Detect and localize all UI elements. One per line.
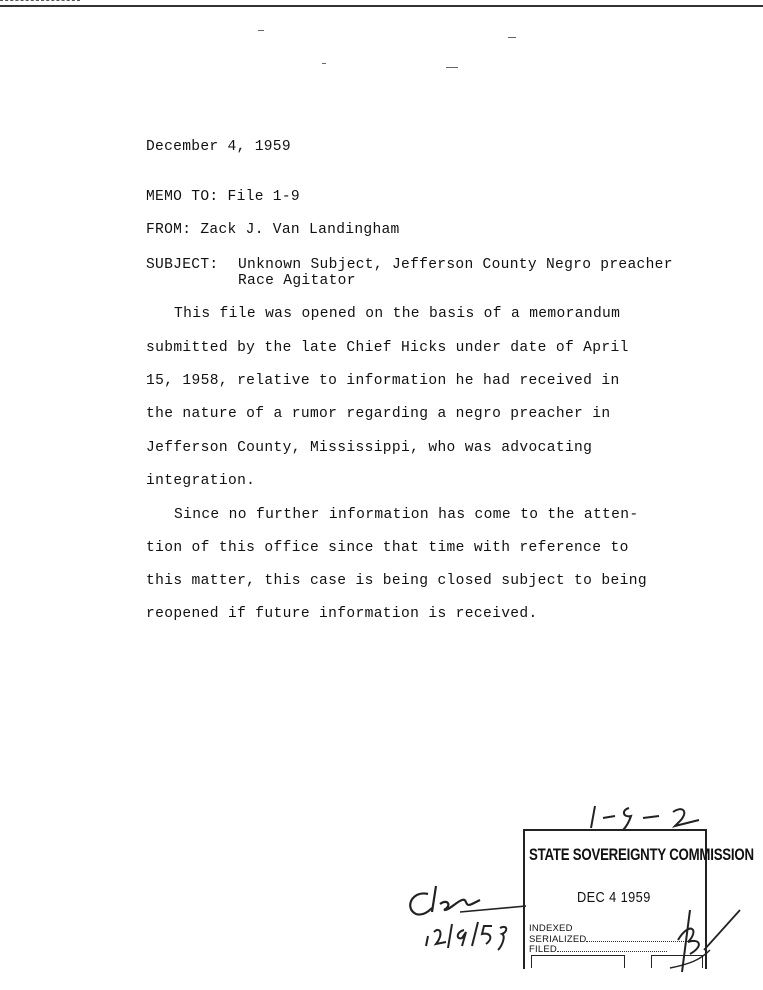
body-line: Since no further information has come to the atten- [174, 507, 639, 523]
memo-subject [146, 257, 673, 289]
body-line: submitted by the late Chief Hicks under date of April [146, 340, 629, 356]
handwritten-close-note [400, 880, 530, 960]
handwritten-file-number [585, 800, 715, 832]
scan-speck [508, 37, 516, 38]
body-line: This file was opened on the basis of a memorandum [174, 306, 621, 322]
top-edge-dash [0, 0, 80, 1]
memo-to: MEMO TO: File 1-9 [146, 189, 300, 205]
body-line: 15, 1958, relative to information he had received in [146, 373, 620, 389]
body-line: Jefferson County, Mississippi, who was advocating [146, 440, 593, 456]
scan-speck [258, 30, 264, 31]
memo-from: FROM: Zack J. Van Landingham [146, 222, 400, 238]
body-line: this matter, this case is being closed subject to being [146, 573, 647, 589]
stamp-title: STATE SOVEREIGNTY COMMISSION [529, 845, 754, 864]
body-line: tion of this office since that time with reference to [146, 540, 629, 556]
handwritten-close-scrawl [400, 880, 530, 955]
subject-line-1: Unknown Subject, Jefferson County Negro preacher [238, 257, 673, 273]
scan-speck [446, 67, 458, 68]
dotted-line [557, 943, 667, 952]
stamp-filed: FILED [529, 943, 667, 955]
top-rule [0, 5, 763, 7]
body-line: the nature of a rumor regarding a negro preacher in [146, 406, 611, 422]
handwritten-initials [660, 880, 745, 975]
stamp-indexed: INDEXED [529, 923, 573, 934]
subject-label: SUBJECT: [146, 257, 219, 273]
body-line: integration. [146, 473, 256, 489]
stamp-date: DEC 4 1959 [577, 889, 651, 906]
stamp-serialized: SERIALIZED [529, 933, 696, 945]
scan-speck [322, 63, 326, 64]
subject-line-2: Race Agitator [238, 273, 356, 289]
stamp-box-left [531, 955, 625, 968]
memo-date: December 4, 1959 [146, 139, 291, 155]
body-line: reopened if future information is received. [146, 606, 538, 622]
